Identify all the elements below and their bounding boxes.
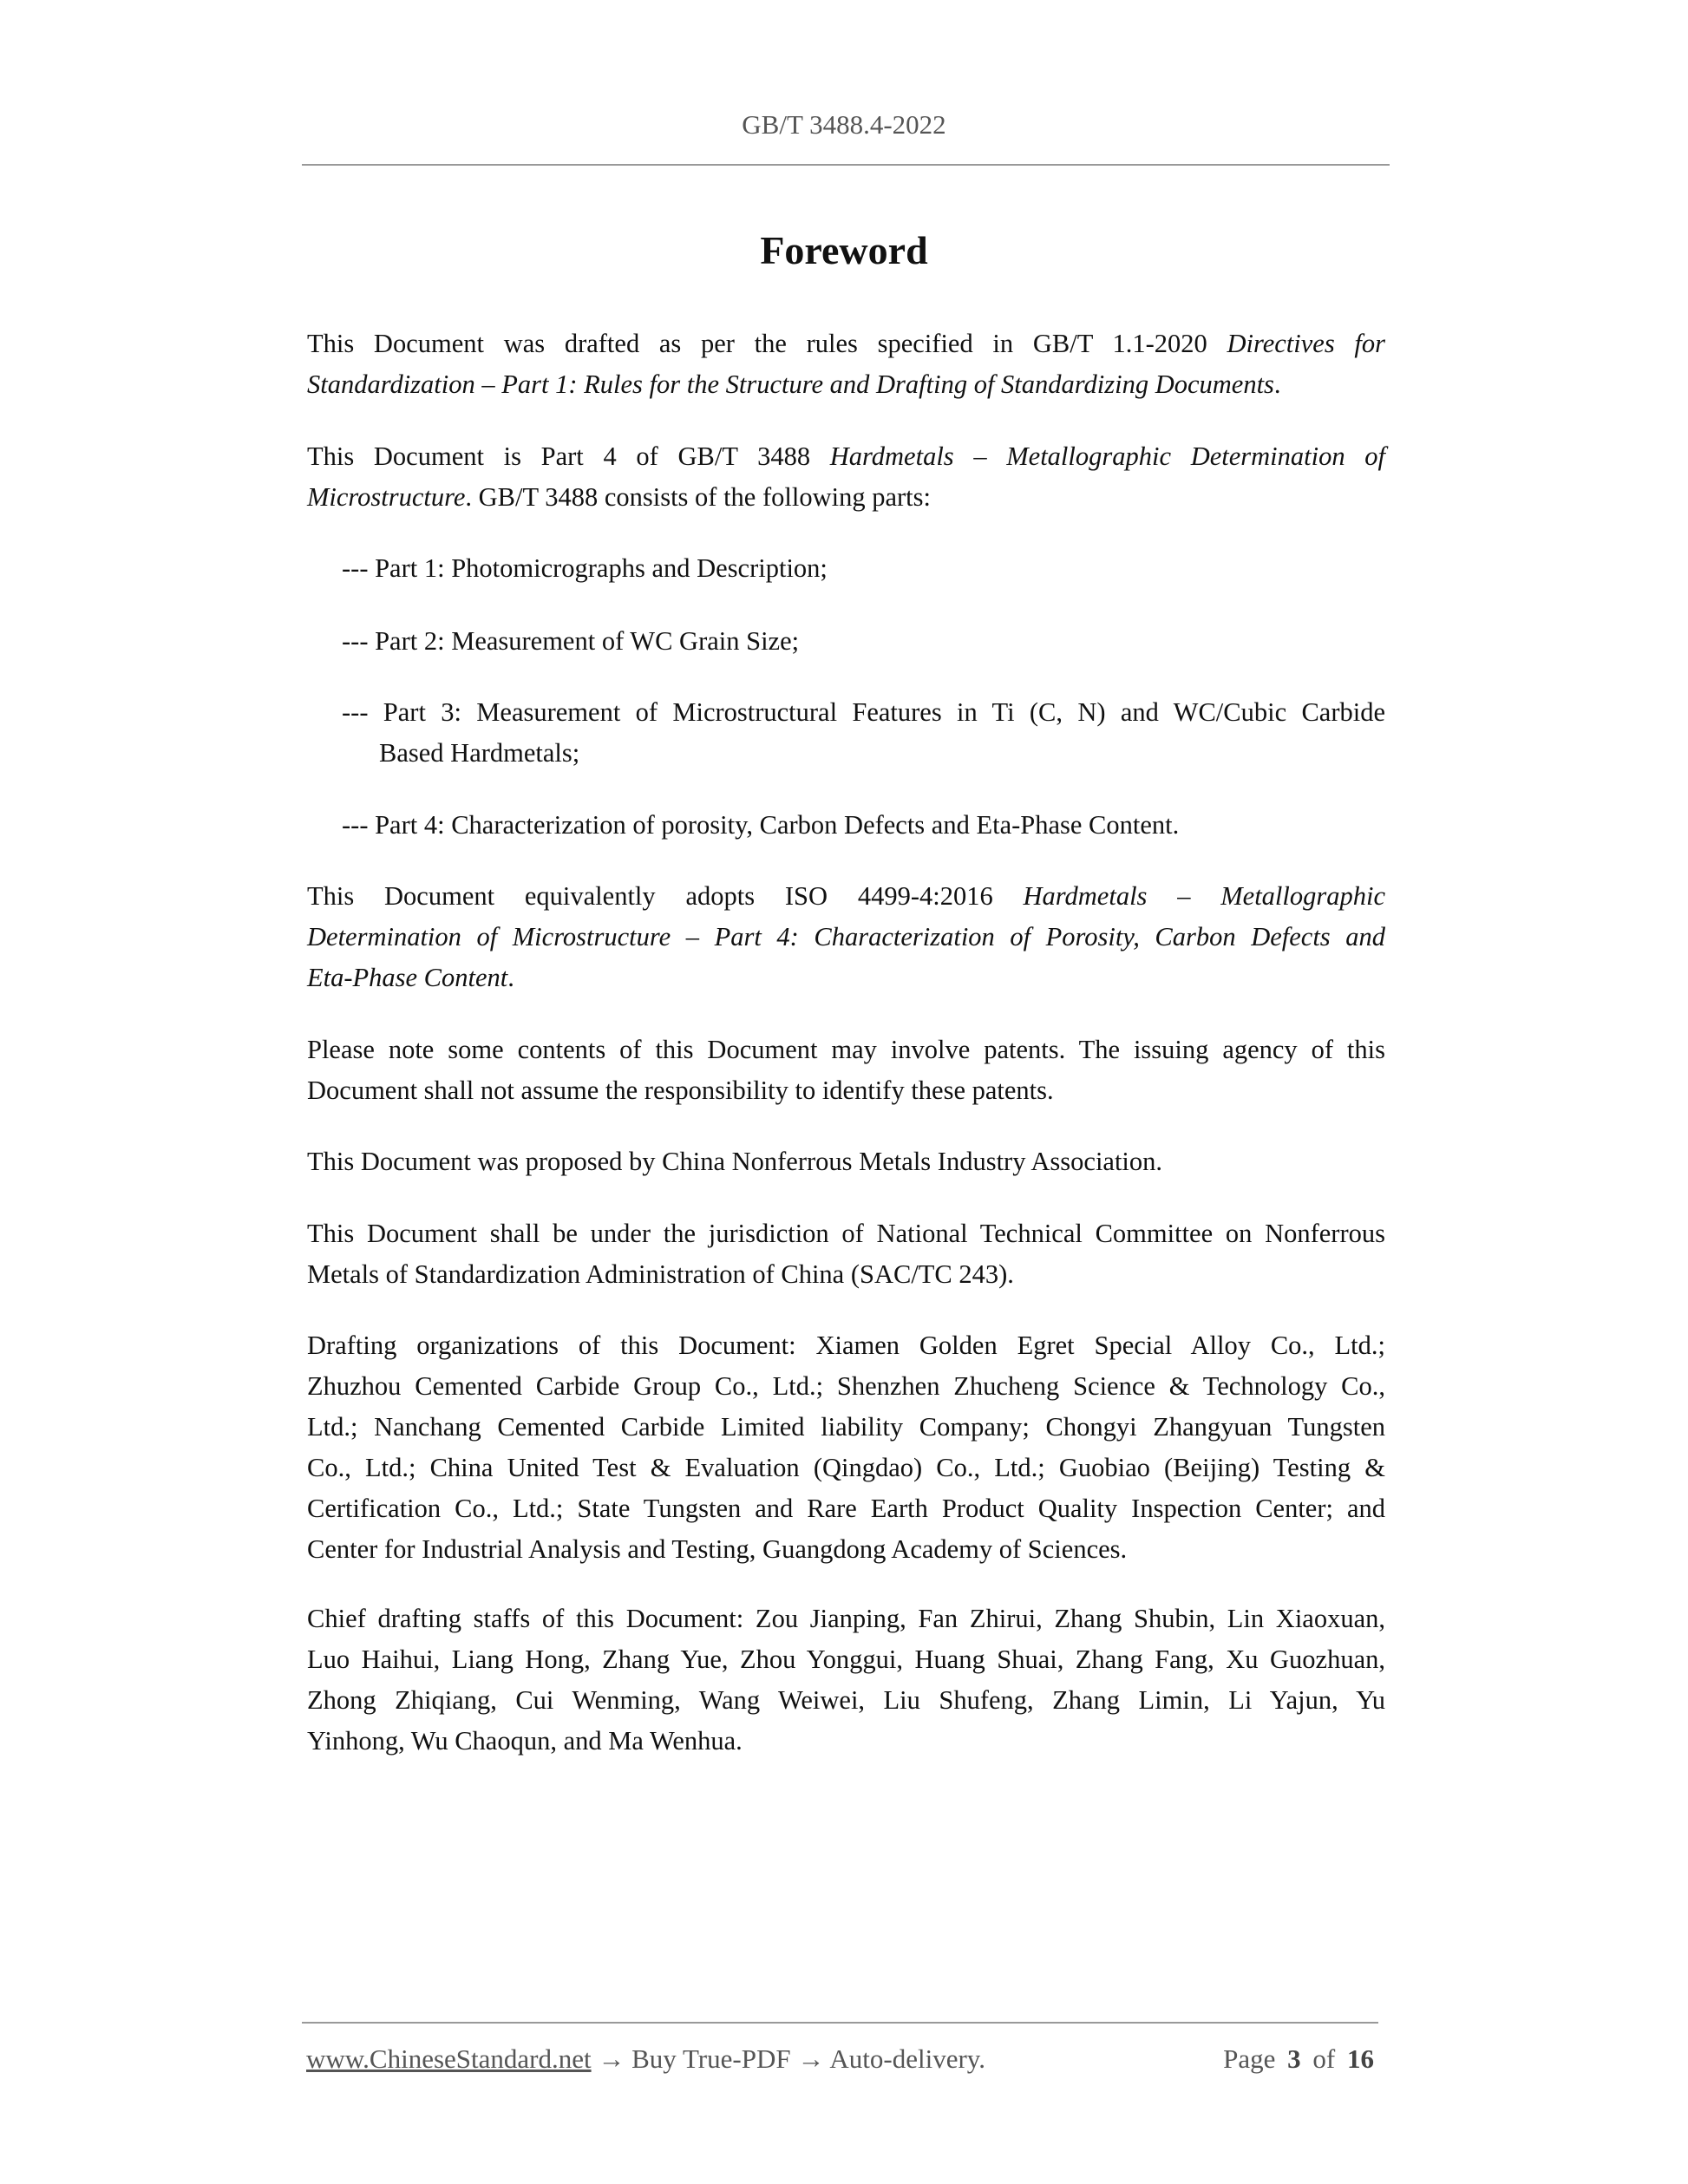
text-line xyxy=(307,1254,1385,1295)
delivery-text: Auto-delivery. xyxy=(829,2043,986,2074)
text-segment: Drafting organizations of this Document: Xiamen Golden Egret Special Alloy Co., Ltd.; xyxy=(307,1331,1385,1360)
footer-rule xyxy=(302,2022,1378,2024)
paragraph xyxy=(307,1325,1385,1570)
text-line xyxy=(307,1599,1385,1639)
text-line xyxy=(342,805,1385,846)
page-title: Foreword xyxy=(760,228,928,272)
paragraph xyxy=(307,876,1385,998)
text-line xyxy=(342,548,1385,589)
text-segment: Chief drafting staffs of this Document: Zou Jianping, Fan Zhirui, Zhang Shubin, Lin Xiaoxuan, xyxy=(307,1604,1385,1633)
text-segment: Certification Co., Ltd.; State Tungsten and Rare Earth Product Quality Inspection Center; and xyxy=(307,1494,1385,1523)
text-line xyxy=(307,876,1385,917)
page-header: GB/T 3488.4-2022 xyxy=(742,109,946,140)
paragraph xyxy=(307,324,1385,405)
italic-title-text: Hardmetals – Metallographic xyxy=(1023,881,1386,911)
text-line xyxy=(307,1030,1385,1070)
text-segment: Zhong Zhiqiang, Cui Wenming, Wang Weiwei, Liu Shufeng, Zhang Limin, Li Yajun, Yu xyxy=(307,1685,1385,1715)
text-segment: --- Part 2: Measurement of WC Grain Size; xyxy=(342,626,800,656)
text-segment: Yinhong, Wu Chaoqun, and Ma Wenhua. xyxy=(307,1726,743,1756)
text-segment: This Document was proposed by China Nonferrous Metals Industry Association. xyxy=(307,1147,1163,1176)
text-segment: . xyxy=(1273,369,1281,399)
list-item xyxy=(342,548,1385,589)
page-word: Page xyxy=(1223,2043,1276,2074)
paragraph xyxy=(307,1599,1385,1762)
text-line xyxy=(342,621,1385,662)
text-segment: Center for Industrial Analysis and Testing, Guangdong Academy of Sciences. xyxy=(307,1534,1128,1564)
text-line xyxy=(307,364,1385,405)
text-line xyxy=(307,436,1385,477)
text-segment: This Document shall be under the jurisdiction of National Technical Committee on Nonferrous xyxy=(307,1219,1385,1248)
text-segment: Document shall not assume the responsibility to identify these patents. xyxy=(307,1076,1054,1105)
text-line xyxy=(342,733,1385,774)
paragraph xyxy=(307,436,1385,518)
text-line xyxy=(307,324,1385,364)
text-segment: Based Hardmetals; xyxy=(379,738,580,768)
text-line xyxy=(307,1325,1385,1366)
text-segment: . GB/T 3488 consists of the following parts: xyxy=(465,482,931,512)
text-segment: --- Part 3: Measurement of Microstructural Features in Ti (C, N) and WC/Cubic Carbide xyxy=(342,697,1385,727)
text-segment: This Document was drafted as per the rules specified in GB/T 1.1-2020 xyxy=(307,329,1227,358)
text-segment: --- Part 4: Characterization of porosity, Carbon Defects and Eta-Phase Content. xyxy=(342,810,1180,840)
text-segment: Luo Haihui, Liang Hong, Zhang Yue, Zhou Yonggui, Huang Shuai, Zhang Fang, Xu Guozhuan, xyxy=(307,1645,1385,1674)
text-segment: Please note some contents of this Document may involve patents. The issuing agency of this xyxy=(307,1035,1385,1064)
text-segment: Zhuzhou Cemented Carbide Group Co., Ltd.; Shenzhen Zhucheng Science & Technology Co., xyxy=(307,1371,1385,1401)
text-segment: This Document is Part 4 of GB/T 3488 xyxy=(307,441,830,471)
text-segment: This Document equivalently adopts ISO 4499-4:2016 xyxy=(307,881,1024,911)
text-line xyxy=(307,1448,1385,1488)
arrow-right-icon: → xyxy=(598,2043,625,2074)
paragraph xyxy=(307,1213,1385,1295)
text-line xyxy=(307,1488,1385,1529)
arrow-right-icon: → xyxy=(797,2043,825,2074)
italic-title-text: Directives for xyxy=(1227,329,1385,358)
footer-left xyxy=(306,2043,985,2075)
text-segment: Metals of Standardization Administration of China (SAC/TC 243). xyxy=(307,1259,1014,1289)
page-number xyxy=(1223,2043,1374,2075)
list-item xyxy=(342,805,1385,846)
of-word: of xyxy=(1312,2043,1336,2074)
text-segment: . xyxy=(507,963,514,992)
text-line xyxy=(342,692,1385,733)
website-link[interactable]: www.ChineseStandard.net xyxy=(306,2043,592,2074)
text-segment: Ltd.; Nanchang Cemented Carbide Limited liability Company; Chongyi Zhangyuan Tungsten xyxy=(307,1412,1385,1442)
text-line xyxy=(307,1721,1385,1762)
page-total: 16 xyxy=(1347,2043,1374,2074)
text-line xyxy=(307,1639,1385,1680)
text-line xyxy=(307,917,1385,958)
text-line xyxy=(307,1680,1385,1721)
text-line xyxy=(307,958,1385,998)
text-line xyxy=(307,1529,1385,1570)
italic-title-text: Standardization – Part 1: Rules for the Structure and Drafting of Standardizing Documents xyxy=(307,369,1274,399)
italic-title-text: Microstructure xyxy=(307,482,466,512)
text-segment: Co., Ltd.; China United Test & Evaluation (Qingdao) Co., Ltd.; Guobiao (Beijing) Testing & xyxy=(307,1453,1385,1482)
italic-title-text: Eta-Phase Content xyxy=(307,963,508,992)
paragraph xyxy=(307,1141,1385,1182)
italic-title-text: Hardmetals – Metallographic Determination of xyxy=(829,441,1385,471)
page-current: 3 xyxy=(1287,2043,1301,2074)
text-line xyxy=(307,1407,1385,1448)
text-line xyxy=(307,477,1385,518)
list-item xyxy=(342,621,1385,662)
text-line xyxy=(307,1070,1385,1111)
italic-title-text: Determination of Microstructure – Part 4: Characterization of Porosity, Carbon Defects and xyxy=(307,922,1385,951)
header-rule xyxy=(302,164,1390,166)
paragraph xyxy=(307,1030,1385,1111)
text-segment: --- Part 1: Photomicrographs and Description; xyxy=(342,553,828,583)
buy-text: Buy True-PDF xyxy=(631,2043,791,2074)
text-line xyxy=(307,1213,1385,1254)
text-line xyxy=(307,1366,1385,1407)
text-line xyxy=(307,1141,1385,1182)
list-item xyxy=(342,692,1385,774)
